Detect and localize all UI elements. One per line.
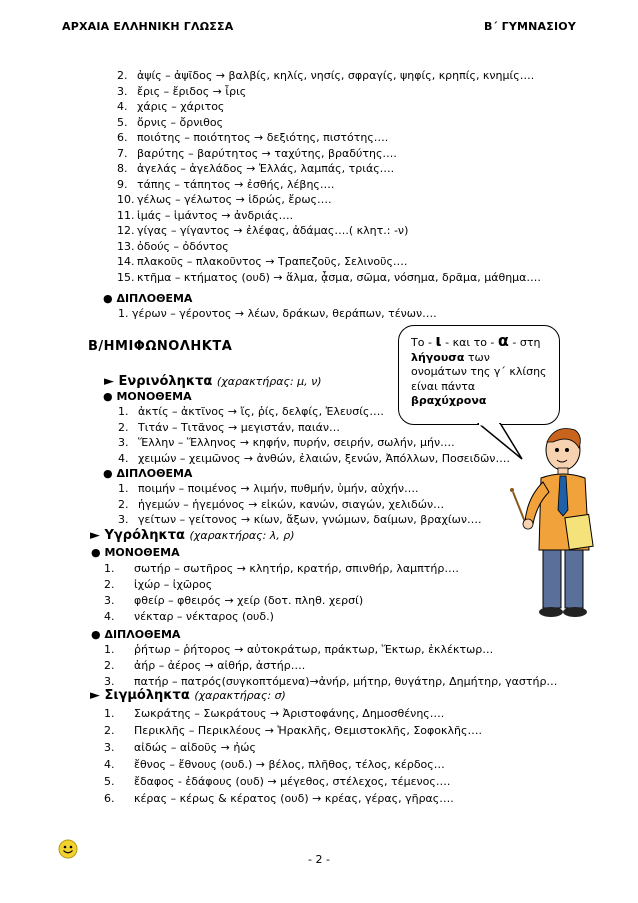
list-item: φθείρ – φθειρός → χείρ (δοτ. πληθ. χερσί) <box>134 594 364 607</box>
list-item-number: 5. <box>117 115 128 129</box>
list-item: Τιτάν – Τιτᾶνος → μεγιστάν, παιάν… <box>138 420 340 434</box>
sigmolikta-title: ► Σιγμόληκτα (χαρακτήρας: σ) <box>90 688 286 703</box>
list-item-number: 2. <box>117 69 128 82</box>
list-item-number: 1. <box>104 562 115 575</box>
list-item: ἰχώρ – ἰχῶρος <box>134 578 213 591</box>
list-item-number: 9. <box>117 177 128 191</box>
list-item-number: 2. <box>118 420 129 434</box>
diplothema-heading: ● ΔΙΠΛΟΘΕΜΑ <box>103 292 193 305</box>
list-item-number: 2. <box>118 497 129 511</box>
list-item: ἔθνος – ἔθνους (ουδ.) → βέλος, πλῆθος, τέλος, κέρδος… <box>134 758 445 771</box>
list-item: γίγας – γίγαντος → ἐλέφας, ἀδάμας….( κλητ.: -ν) <box>137 224 409 237</box>
list-item-number: 3. <box>118 436 129 449</box>
list-item: Ἕλλην – Ἕλληνος → κηφήν, πυρήν, σειρήν, σωλήν, μήν…. <box>138 436 455 449</box>
list-item: τάπης – τάπητος → ἐσθής, λέβης…. <box>137 177 335 191</box>
list-item-number: 14. <box>117 255 135 268</box>
list-item-number: 5. <box>104 775 115 788</box>
list-item: γείτων – γείτονος → κίων, ἄξων, γνώμων, δαίμων, βραχίων…. <box>138 513 482 526</box>
list-item: ἔρις – ἔριδος → ἶρις <box>137 84 247 98</box>
diplothema-heading-3: ● ΔΙΠΛΟΘΕΜΑ <box>91 628 181 641</box>
list-item: πλακοῦς – πλακοῦντος → Τραπεζοῦς, Σελινοῦς…. <box>137 255 408 268</box>
list-item: νέκταρ – νέκταρος (ουδ.) <box>134 610 274 623</box>
section-b-title: Β/ΗΜΙΦΩΝΟΛΗΚΤΑ <box>88 339 233 354</box>
list-item-number: 2. <box>104 578 115 591</box>
list-item-number: 15. <box>117 270 135 284</box>
list-item-number: 1. <box>118 405 129 418</box>
list-item: κτῆμα – κτήματος (ουδ) → ἅλμα, ᾆσμα, σῶμα, νόσημα, δρᾶμα, μάθημα…. <box>137 270 541 284</box>
list-item-number: 2. <box>104 659 115 672</box>
list-item-number: 3. <box>117 84 128 98</box>
list-item: ἀήρ – ἀέρος → αἰθήρ, ἀστήρ…. <box>134 659 306 672</box>
list-item-number: 3. <box>104 594 115 607</box>
list-item: ἡγεμών – ἡγεμόνος → εἰκών, κανών, σιαγών, χελιδών… <box>138 497 445 511</box>
list-item-number: 8. <box>117 162 128 175</box>
list-item: Περικλῆς – Περικλέους → Ἡρακλῆς, Θεμιστοκλῆς, Σοφοκλῆς…. <box>134 724 482 737</box>
list-item-number: 4. <box>104 758 115 771</box>
list-item-number: 7. <box>117 146 128 160</box>
list-item-number: 10. <box>117 193 135 206</box>
list-item-number: 13. <box>117 239 135 253</box>
list-item-number: 6. <box>104 792 115 805</box>
list-item-number: 1. <box>104 707 115 720</box>
list-item: ὄρνις – ὄρνιθος <box>137 115 224 129</box>
monothema-heading-2: ● ΜΟΝΟΘΕΜΑ <box>91 546 180 559</box>
list-item: κέρας – κέρως & κέρατος (ουδ) → κρέας, γέρας, γῆρας…. <box>134 792 454 805</box>
list-item: αἰδώς – αἰδοῦς → ἠώς <box>134 741 256 754</box>
list-item: γέλως – γέλωτος → ἱδρώς, ἔρως…. <box>137 193 332 206</box>
list-item: σωτήρ – σωτῆρος → κλητήρ, κρατήρ, σπινθήρ, λαμπτήρ…. <box>134 562 459 575</box>
list-item-number: 1. <box>118 482 129 495</box>
list-item-number: 4. <box>104 610 115 623</box>
list-item-number: 4. <box>117 100 128 113</box>
list-item: ποιμήν – ποιμένος → λιμήν, πυθμήν, ὑμήν, αὐχήν…. <box>138 482 419 495</box>
list-item: ἱμάς – ἱμάντος → ἀνδριάς…. <box>137 208 294 222</box>
list-item: χειμών – χειμῶνος → ἀνθών, ἐλαιών, ξενών, Ἀπόλλων, Ποσειδῶν…. <box>138 451 510 465</box>
list-item: πατήρ – πατρός(συγκοπτόμενα)→ἀνήρ, μήτηρ, θυγάτηρ, Δημήτηρ, γαστήρ… <box>134 675 558 688</box>
teacher-illustration <box>505 420 595 620</box>
header-right: Β΄ ΓΥΜΝΑΣΙΟΥ <box>483 20 576 33</box>
list-item-number: 2. <box>104 724 115 737</box>
list-item: ἔδαφος - ἐδάφους (ουδ) → μέγεθος, στέλεχος, τέμενος…. <box>134 775 451 788</box>
list-item: βαρύτης – βαρύτητος → ταχύτης, βραδύτης…. <box>137 146 397 160</box>
page-number: - 2 - <box>308 853 330 866</box>
monothema-heading-1: ● ΜΟΝΟΘΕΜΑ <box>103 390 192 403</box>
list-item-number: 12. <box>117 224 135 237</box>
ygrolikta-title: ► Υγρόληκτα (χαρακτήρας: λ, ρ) <box>90 528 295 543</box>
list-item-number: 3. <box>118 513 129 526</box>
diplothema-item: 1. γέρων – γέροντος → λέων, δράκων, θεράπων, τένων…. <box>118 307 437 320</box>
list-item-number: 6. <box>117 131 128 144</box>
list-item-number: 1. <box>104 643 115 656</box>
list-item: ῥήτωρ – ῥήτορος → αὐτοκράτωρ, πράκτωρ, Ἕκτωρ, ἐκλέκτωρ… <box>134 643 494 656</box>
list-item-number: 11. <box>117 208 135 222</box>
list-item: Σωκράτης – Σωκράτους → Ἀριστοφάνης, Δημοσθένης…. <box>134 707 445 720</box>
diplothema-heading-2: ● ΔΙΠΛΟΘΕΜΑ <box>103 467 193 480</box>
list-item-number: 3. <box>104 675 115 688</box>
list-item: ἀκτίς – ἀκτῖνος → ἴς, ῥίς, δελφίς, Ἐλευσίς…. <box>138 405 384 418</box>
header-left: ΑΡΧΑΙΑ ΕΛΛΗΝΙΚΗ ΓΛΩΣΣΑ <box>62 20 234 33</box>
list-item: ἀγελάς – ἀγελάδος → Ἑλλάς, λαμπάς, τριάς…. <box>137 162 395 175</box>
list-item: ποιότης – ποιότητος → δεξιότης, πιστότης…. <box>137 131 389 144</box>
list-item: χάρις – χάριτος <box>137 100 225 113</box>
enrinolikta-title: ► Ενρινόληκτα (χαρακτήρας: μ, ν) <box>104 374 322 389</box>
speech-bubble: Το - ι - και το - α - στη λήγουσα των ονομάτων της γ΄ κλίσης είναι πάντα βραχύχρονα <box>398 325 560 425</box>
list-item-number: 3. <box>104 741 115 754</box>
list-item: ἀψίς – ἀψῖδος → βαλβίς, κηλίς, νησίς, σφραγίς, ψηφίς, κρηπίς, κνημίς…. <box>137 69 535 82</box>
list-item-number: 4. <box>118 451 129 465</box>
list-item: ὀδούς – ὀδόντος <box>137 239 229 253</box>
